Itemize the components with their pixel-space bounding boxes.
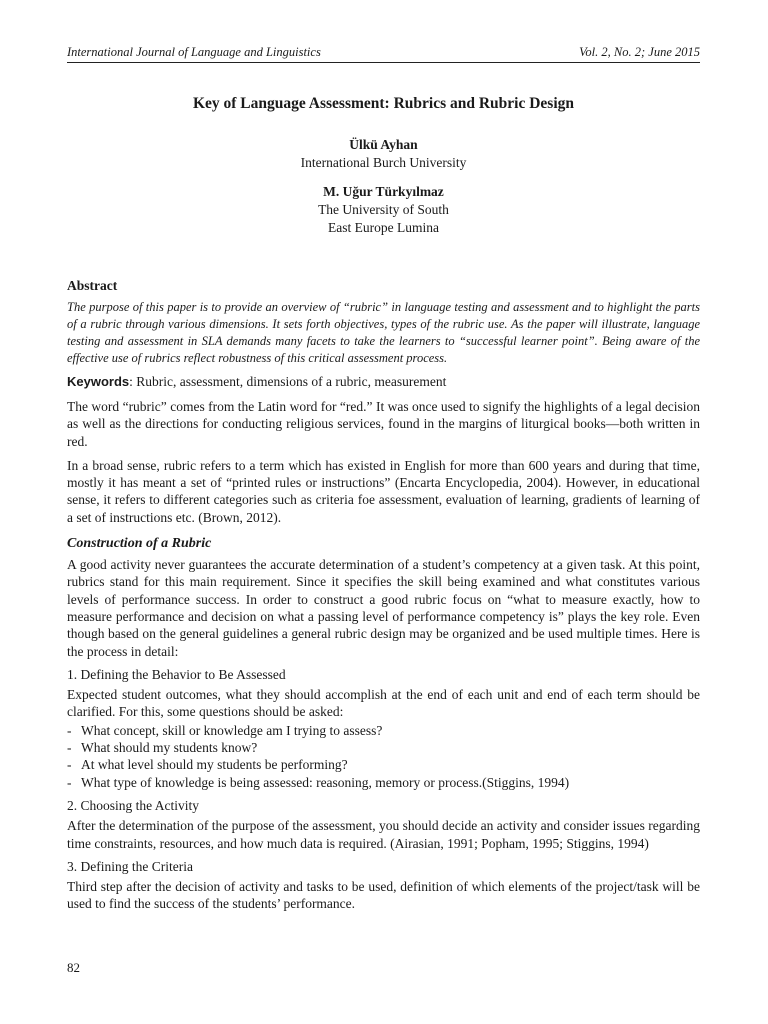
- step-2-text: After the determination of the purpose of the assessment, you should decide an activity and consider issues regarding time constraints, resources, and how much data is required. (Airasian, 1991; Popham, 1995; Stiggins, 1994): [67, 818, 700, 851]
- step-1-label: 1. Defining the Behavior to Be Assessed: [67, 666, 286, 682]
- intro-paragraph-1: The word “rubric” comes from the Latin word for “red.” It was once used to signify the highlights of a legal decision as well as the directions for conducting religious services, found in the margins of liturgical books—both written in red.: [67, 399, 700, 449]
- page-number: 82: [67, 960, 80, 975]
- abstract-heading: Abstract: [67, 278, 118, 293]
- question-text: What concept, skill or knowledge am I trying to assess?: [81, 722, 383, 738]
- author-name: M. Uğur Türkyılmaz: [323, 184, 444, 199]
- question-text: What type of knowledge is being assessed: reasoning, memory or process.(Stiggins, 1994): [81, 774, 570, 790]
- bullet-marker: -: [67, 774, 72, 790]
- abstract-text: The purpose of this paper is to provide an overview of “rubric” in language testing and assessment and to highlight the parts of a rubric through various dimensions. It sets forth objectives, types of the rubric use. As the paper will illustrate, language testing and assessment in SLA demands many facets to take the learners to “successful learner point”. Being aware of the effective use of rubrics reflect robustness of this critical assessment process.: [67, 300, 700, 365]
- page-content: [67, 44, 700, 913]
- list-item: [67, 756, 700, 773]
- construction-heading: Construction of a Rubric: [67, 536, 212, 552]
- bullet-marker: -: [67, 757, 72, 773]
- keywords: [67, 373, 700, 391]
- bullet-marker: -: [67, 722, 72, 738]
- question-text: At what level should my students be performing?: [81, 757, 348, 773]
- intro-paragraph-2: In a broad sense, rubric refers to a term which has existed in English for more than 600 years and during that time, mostly it has meant a set of “printed rules or instructions” (Encarta Encyclopedia, 2004). However, in educational sense, it refers to different categories such as criteria foe assessment, evaluation of learning, gradients of learning of a set of instructions etc. (Brown, 2012).: [67, 457, 700, 525]
- step-3-text: Third step after the decision of activity and tasks to be used, definition of which elements of the project/task will be used to find the success of the students’ performance.: [67, 879, 700, 912]
- author-block-1: [67, 136, 700, 172]
- journal-name: International Journal of Language and Linguistics: [67, 45, 321, 59]
- question-list: [67, 722, 700, 791]
- list-item: [67, 774, 700, 791]
- step-3-label: 3. Defining the Criteria: [67, 858, 193, 874]
- construction-paragraph: A good activity never guarantees the accurate determination of a student’s competency at a given task. At this point, rubrics stand for this main requirement. Since it specifies the skill being examined and what constitutes various levels of performance success. In order to construct a good rubric focus on “what to measure exactly, how to measure performance and decision on what a passing level of performance competency is” plays the key role. Even though based on the general guidelines a general rubric design may be organized and be used multiple times. Here is the process in detail:: [67, 557, 700, 659]
- author-affiliation: The University of South: [318, 202, 449, 217]
- bullet-marker: -: [67, 740, 72, 756]
- list-item: [67, 739, 700, 756]
- author-affiliation: East Europe Lumina: [328, 220, 439, 235]
- list-item: [67, 722, 700, 739]
- volume-info: Vol. 2, No. 2; June 2015: [579, 45, 700, 59]
- keywords-text: : Rubric, assessment, dimensions of a rubric, measurement: [129, 374, 447, 389]
- author-affiliation: International Burch University: [300, 155, 467, 170]
- author-name: Ülkü Ayhan: [349, 137, 418, 152]
- author-block-2: [67, 183, 700, 237]
- keywords-label: Keywords: [67, 374, 130, 389]
- question-text: What should my students know?: [81, 740, 258, 756]
- paper-title: Key of Language Assessment: Rubrics and Rubric Design: [192, 95, 575, 112]
- running-header: [67, 44, 700, 63]
- step-2-label: 2. Choosing the Activity: [67, 797, 200, 813]
- step-1-text: Expected student outcomes, what they should accomplish at the end of each unit and end of each term should be clarified. For this, some questions should be asked:: [67, 687, 700, 720]
